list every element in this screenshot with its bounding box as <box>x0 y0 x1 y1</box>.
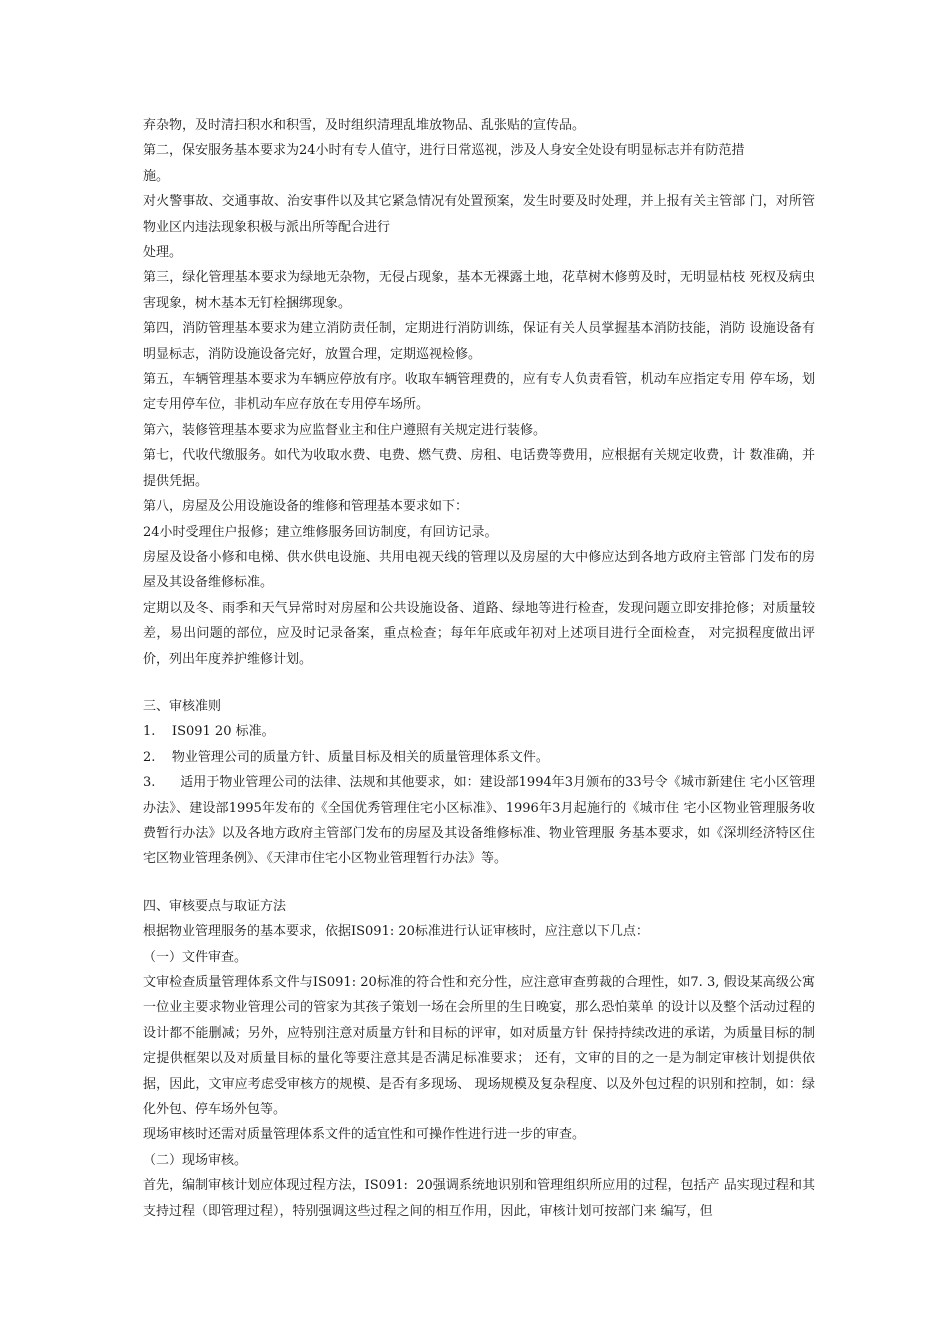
paragraph: 第二，保安服务基本要求为24小时有专人值守，进行日常巡视，涉及人身安全处设有明显标志并有防范措 <box>143 143 745 159</box>
paragraph: 首先，编制审核计划应体现过程方法，IS091: 20强调系统地识别和管理组织所应用的过程，包括产 品实现过程和其支持过程（即管理过程），特别强调这些过程之间的相互作用，因此，审核计划可按部门来 编写，但 <box>143 1178 815 1219</box>
paragraph: 第四，消防管理基本要求为建立消防责任制，定期进行消防训练，保证有关人员掌握基本消防技能，消防 设施设备有明显标志，消防设施设备完好，放置合理，定期巡视检修。 <box>143 321 815 362</box>
paragraph: 第六，装修管理基本要求为应监督业主和住户遵照有关规定进行装修。 <box>143 422 547 438</box>
subsection-heading: （二）现场审核。 <box>143 1152 248 1168</box>
paragraph: 24小时受理住户报修；建立维修服务回访制度，有回访记录。 <box>143 524 498 540</box>
paragraph: 处理。 <box>143 245 183 261</box>
paragraph: 文审检查质量管理体系文件与IS091: 20标准的符合性和充分性，应注意审查剪裁的合理性，如7. 3, 假设某高级公寓一位业主要求物业管理公司的管家为其孩子策划一场在会所里的生日晚宴，那么恐怕菜单 的设计以及整个活动过程的设计都不能删减；另外，应特别注意对质量方针和目标的评审，如对质量方针 保持持续改进的承诺，为质量目标的制定提供框架以及对质量目标的量化等要注意其是否满足标准要求； 还有，文审的目的之一是为制定审核计划提供依据，因此，文审应考虑受审核方的规模、是否有多现场、 现场规模及复杂程度、以及外包过程的识别和控制，如：绿化外包、停车场外包等。 <box>143 975 815 1118</box>
paragraph: 弃杂物，及时清扫积水和积雪，及时组织清理乱堆放物品、乱张贴的宣传品。 <box>143 118 586 133</box>
paragraph: 定期以及冬、雨季和天气异常时对房屋和公共设施设备、道路、绿地等进行检查，发现问题立即安排抢修；对质量较差，易出问题的部位，应及时记录备案，重点检查；每年年底或年初对上述项目进行全面检查， 对完损程度做出评价，列出年度养护维修计划。 <box>143 600 815 667</box>
subsection-heading: （一）文件审查。 <box>143 949 248 965</box>
list-item: 2. 物业管理公司的质量方针、质量目标及相关的质量管理体系文件。 <box>143 749 549 765</box>
paragraph: 施。 <box>143 168 170 184</box>
paragraph: 现场审核时还需对质量管理体系文件的适宜性和可操作性进行进一步的审查。 <box>143 1127 586 1143</box>
paragraph: 第三，绿化管理基本要求为绿地无杂物，无侵占现象，基本无裸露土地，花草树木修剪及时，无明显枯枝 死杈及病虫害现象，树木基本无钉栓捆绑现象。 <box>143 270 815 311</box>
section-heading: 四、审核要点与取证方法 <box>143 898 287 914</box>
list-item: 3. 适用于物业管理公司的法律、法规和其他要求，如：建设部1994年3月颁布的33号令《城市新建住 宅小区管理办法》、建设部1995年发布的《全国优秀管理住宅小区标准》、1996年3月起施行的《城市住 宅小区物业管理服务收费暂行办法》以及各地方政府主管部门发布的房屋及其设备维修标准、物业管理服 务基本要求，如《深圳经济特区住宅区物业管理条例》、《天津市住宅小区物业管理暂行办法》等。 <box>143 775 815 867</box>
paragraph: 第五，车辆管理基本要求为车辆应停放有序。收取车辆管理费的，应有专人负责看管，机动车应指定专用 停车场，划定专用停车位，非机动车应存放在专用停车场所。 <box>143 372 815 413</box>
paragraph: 根据物业管理服务的基本要求，依据IS091: 20标准进行认证审核时，应注意以下几点： <box>143 924 649 940</box>
section-heading: 三、审核准则 <box>143 698 222 714</box>
paragraph: 对火警事故、交通事故、治安事件以及其它紧急情况有处置预案，发生时要及时处理，并上报有关主管部 门，对所管物业区内违法现象积极与派出所等配合进行 <box>143 194 815 235</box>
paragraph: 第八，房屋及公用设施设备的维修和管理基本要求如下： <box>143 499 469 515</box>
section-gap <box>0 872 950 894</box>
paragraph: 房屋及设备小修和电梯、供水供电设施、共用电视天线的管理以及房屋的大中修应达到各地方政府主管部 门发布的房屋及其设备维修标准。 <box>143 549 815 591</box>
paragraph: 第七，代收代缴服务。如代为收取水费、电费、燃气费、房租、电话费等费用，应根据有关规定收费，计 数准确，并提供凭据。 <box>143 448 815 489</box>
list-item: 1. IS091 20 标准。 <box>143 724 275 740</box>
section-gap <box>0 672 950 694</box>
